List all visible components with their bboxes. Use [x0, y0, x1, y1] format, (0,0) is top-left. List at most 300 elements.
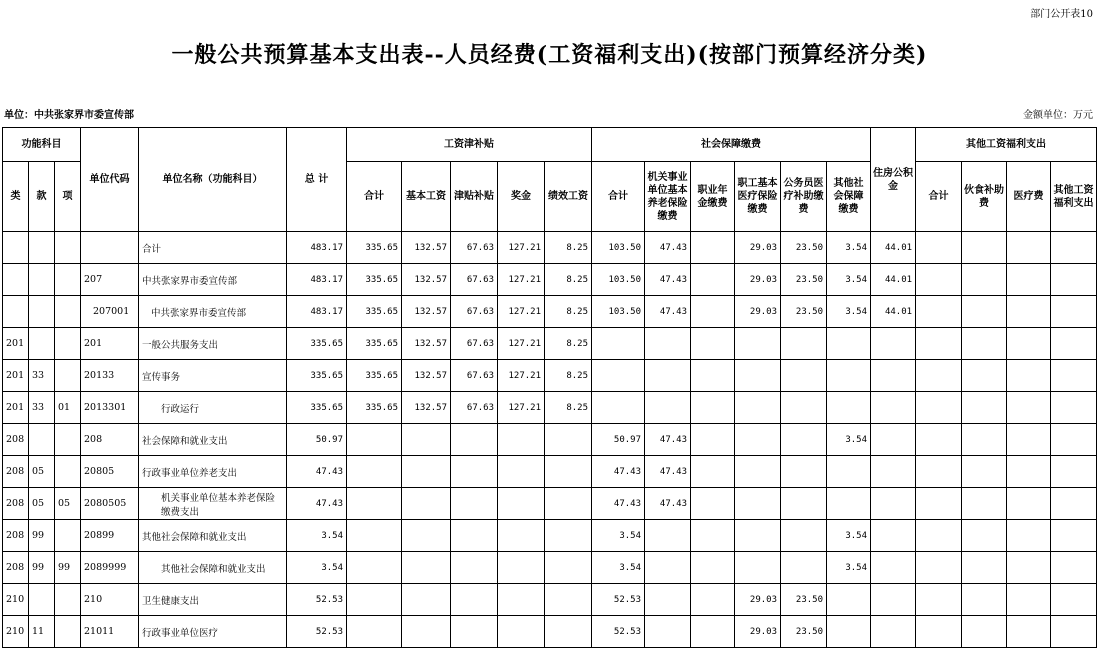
amount-cell: 52.53 [287, 584, 347, 616]
xiang-cell [55, 328, 81, 360]
amount-cell [691, 264, 735, 296]
other-group-header: 其他工资福利支出 [916, 128, 1097, 162]
amount-cell [871, 392, 916, 424]
amount-cell [871, 456, 916, 488]
amount-cell: 132.57 [402, 264, 451, 296]
amount-cell [347, 616, 402, 648]
amount-unit-label: 金额单位：万元 [1023, 110, 1093, 121]
amount-cell [451, 488, 498, 520]
amount-cell [498, 584, 545, 616]
amount-cell: 3.54 [827, 232, 871, 264]
unit-name-header: 单位名称（功能科目） [139, 128, 287, 232]
xiang-cell: 01 [55, 392, 81, 424]
unit-code-cell: 210 [81, 584, 139, 616]
xiang-cell [55, 616, 81, 648]
kuan-cell [29, 296, 55, 328]
lei-cell: 210 [3, 584, 29, 616]
xiang-cell [55, 264, 81, 296]
amount-cell: 47.43 [592, 488, 645, 520]
amount-cell [916, 232, 962, 264]
amount-cell: 47.43 [645, 456, 691, 488]
social-total-header: 合计 [592, 162, 645, 232]
amount-cell: 335.65 [347, 360, 402, 392]
amount-cell: 483.17 [287, 232, 347, 264]
allowance-header: 津贴补贴 [451, 162, 498, 232]
social-group-header: 社会保障缴费 [592, 128, 871, 162]
unit-code-cell [81, 232, 139, 264]
lei-cell [3, 296, 29, 328]
kuan-cell: 33 [29, 360, 55, 392]
amount-cell: 3.54 [287, 552, 347, 584]
amount-cell: 44.01 [871, 264, 916, 296]
amount-cell [916, 520, 962, 552]
amount-cell [962, 328, 1007, 360]
amount-cell: 23.50 [781, 232, 827, 264]
lei-cell: 210 [3, 616, 29, 648]
amount-cell [592, 360, 645, 392]
amount-cell [871, 552, 916, 584]
amount-cell [1051, 392, 1097, 424]
amount-cell [1007, 520, 1051, 552]
unit-code-cell: 2080505 [81, 488, 139, 520]
amount-cell [735, 456, 781, 488]
amount-cell [962, 232, 1007, 264]
amount-cell [1051, 360, 1097, 392]
amount-cell: 52.53 [287, 616, 347, 648]
amount-cell [645, 328, 691, 360]
unit-code-cell: 207001 [81, 296, 139, 328]
amount-cell: 23.50 [781, 616, 827, 648]
amount-cell: 3.54 [592, 552, 645, 584]
amount-cell: 3.54 [287, 520, 347, 552]
amount-cell: 335.65 [287, 360, 347, 392]
amount-cell: 50.97 [287, 424, 347, 456]
amount-cell [451, 456, 498, 488]
table-number-label: 部门公开表10 [1030, 9, 1093, 20]
unit-name-cell: 机关事业单位基本养老保险缴费支出 [139, 488, 287, 520]
performance-header: 绩效工资 [545, 162, 592, 232]
amount-cell: 67.63 [451, 232, 498, 264]
amount-cell [962, 456, 1007, 488]
xiang-cell [55, 456, 81, 488]
amount-cell: 47.43 [592, 456, 645, 488]
amount-cell [645, 584, 691, 616]
amount-cell [347, 584, 402, 616]
table-row [3, 296, 1097, 328]
amount-cell: 47.43 [645, 488, 691, 520]
amount-cell [916, 264, 962, 296]
table-row [3, 584, 1097, 616]
amount-cell: 3.54 [827, 552, 871, 584]
xiang-cell [55, 520, 81, 552]
amount-cell [962, 616, 1007, 648]
xiang-cell [55, 584, 81, 616]
amount-cell [545, 584, 592, 616]
amount-cell [871, 584, 916, 616]
amount-cell [1051, 232, 1097, 264]
amount-cell [916, 456, 962, 488]
amount-cell: 29.03 [735, 232, 781, 264]
total-header: 总 计 [287, 128, 347, 232]
amount-cell: 103.50 [592, 296, 645, 328]
kuan-cell: 11 [29, 616, 55, 648]
unit-name-cell: 合计 [139, 232, 287, 264]
amount-cell: 3.54 [827, 296, 871, 328]
xiang-cell: 05 [55, 488, 81, 520]
amount-cell [347, 424, 402, 456]
amount-cell [1007, 584, 1051, 616]
amount-cell [1051, 296, 1097, 328]
amount-cell [1007, 552, 1051, 584]
amount-cell: 103.50 [592, 232, 645, 264]
amount-cell: 29.03 [735, 616, 781, 648]
amount-cell [498, 616, 545, 648]
amount-cell [402, 584, 451, 616]
amount-cell [451, 584, 498, 616]
func-subject-header: 功能科目 [3, 128, 81, 162]
housing-fund-header: 住房公积金 [871, 128, 916, 232]
amount-cell [1007, 488, 1051, 520]
table-row [3, 232, 1097, 264]
amount-cell [781, 328, 827, 360]
amount-cell: 127.21 [498, 328, 545, 360]
amount-cell [451, 552, 498, 584]
amount-cell [781, 360, 827, 392]
unit-name-cell: 其他社会保障和就业支出 [139, 552, 287, 584]
unit-name-cell: 中共张家界市委宣传部 [139, 264, 287, 296]
amount-cell [691, 360, 735, 392]
amount-cell [451, 616, 498, 648]
amount-cell [916, 616, 962, 648]
amount-cell [347, 488, 402, 520]
amount-cell: 50.97 [592, 424, 645, 456]
unit-name-cell: 一般公共服务支出 [139, 328, 287, 360]
amount-cell: 8.25 [545, 232, 592, 264]
amount-cell [827, 392, 871, 424]
unit-name-cell: 社会保障和就业支出 [139, 424, 287, 456]
amount-cell: 335.65 [347, 264, 402, 296]
amount-cell [1051, 456, 1097, 488]
amount-cell [1007, 616, 1051, 648]
table-row [3, 360, 1097, 392]
amount-cell [1051, 264, 1097, 296]
unit-code-cell: 20805 [81, 456, 139, 488]
amount-cell: 8.25 [545, 392, 592, 424]
amount-cell [1051, 616, 1097, 648]
amount-cell: 132.57 [402, 392, 451, 424]
table-row [3, 264, 1097, 296]
amount-cell: 67.63 [451, 328, 498, 360]
table-row [3, 520, 1097, 552]
amount-cell: 3.54 [592, 520, 645, 552]
xiang-cell [55, 360, 81, 392]
amount-cell [735, 328, 781, 360]
amount-cell: 335.65 [347, 232, 402, 264]
amount-cell: 3.54 [827, 424, 871, 456]
lei-cell: 201 [3, 360, 29, 392]
amount-cell [545, 520, 592, 552]
basic-wage-header: 基本工资 [402, 162, 451, 232]
amount-cell [916, 424, 962, 456]
amount-cell [1007, 232, 1051, 264]
amount-cell: 3.54 [827, 520, 871, 552]
unit-name-cell: 行政事业单位医疗 [139, 616, 287, 648]
amount-cell [645, 552, 691, 584]
amount-cell [498, 488, 545, 520]
amount-cell: 8.25 [545, 360, 592, 392]
amount-cell [916, 552, 962, 584]
amount-cell: 47.43 [645, 264, 691, 296]
kuan-cell [29, 424, 55, 456]
amount-cell [1051, 520, 1097, 552]
amount-cell [545, 456, 592, 488]
amount-cell: 47.43 [287, 456, 347, 488]
amount-cell: 23.50 [781, 264, 827, 296]
amount-cell [691, 520, 735, 552]
kuan-cell [29, 328, 55, 360]
amount-cell [962, 424, 1007, 456]
amount-cell [781, 424, 827, 456]
amount-cell: 127.21 [498, 232, 545, 264]
amount-cell [498, 456, 545, 488]
unit-name-cell: 行政事业单位养老支出 [139, 456, 287, 488]
lei-cell: 208 [3, 456, 29, 488]
amount-cell [545, 424, 592, 456]
amount-cell [347, 520, 402, 552]
amount-cell [735, 552, 781, 584]
table-row [3, 488, 1097, 520]
amount-cell [545, 616, 592, 648]
amount-cell [1051, 584, 1097, 616]
amount-cell [1007, 296, 1051, 328]
amount-cell: 8.25 [545, 328, 592, 360]
amount-cell [781, 456, 827, 488]
table-row [3, 328, 1097, 360]
unit-name-cell: 其他社会保障和就业支出 [139, 520, 287, 552]
lei-header: 类 [3, 162, 29, 232]
amount-cell: 67.63 [451, 296, 498, 328]
amount-cell [827, 360, 871, 392]
amount-cell [691, 584, 735, 616]
amount-cell: 29.03 [735, 296, 781, 328]
amount-cell [916, 360, 962, 392]
amount-cell [498, 552, 545, 584]
amount-cell [645, 392, 691, 424]
amount-cell [545, 552, 592, 584]
lei-cell [3, 264, 29, 296]
amount-cell [916, 296, 962, 328]
amount-cell [1007, 424, 1051, 456]
amount-cell [592, 392, 645, 424]
lei-cell: 208 [3, 520, 29, 552]
amount-cell [781, 520, 827, 552]
amount-cell [871, 328, 916, 360]
medical-fee-header: 医疗费 [1007, 162, 1051, 232]
kuan-cell: 05 [29, 488, 55, 520]
xiang-cell [55, 296, 81, 328]
lei-cell: 208 [3, 488, 29, 520]
civil-medical-header: 公务员医疗补助缴费 [781, 162, 827, 232]
amount-cell: 132.57 [402, 360, 451, 392]
amount-cell [691, 328, 735, 360]
amount-cell [735, 520, 781, 552]
kuan-cell: 99 [29, 552, 55, 584]
unit-name-cell: 行政运行 [139, 392, 287, 424]
unit-name-cell: 卫生健康支出 [139, 584, 287, 616]
amount-cell: 29.03 [735, 264, 781, 296]
amount-cell [1007, 392, 1051, 424]
amount-cell: 67.63 [451, 392, 498, 424]
xiang-cell [55, 424, 81, 456]
amount-cell [871, 488, 916, 520]
table-row [3, 424, 1097, 456]
amount-cell [827, 616, 871, 648]
amount-cell [451, 424, 498, 456]
lei-cell: 208 [3, 424, 29, 456]
unit-code-cell: 208 [81, 424, 139, 456]
pension-header: 机关事业单位基本养老保险缴费 [645, 162, 691, 232]
wage-total-header: 合计 [347, 162, 402, 232]
meal-header: 伙食补助费 [962, 162, 1007, 232]
unit-code-cell: 2013301 [81, 392, 139, 424]
xiang-cell [55, 232, 81, 264]
amount-cell: 103.50 [592, 264, 645, 296]
table-row [3, 456, 1097, 488]
amount-cell: 44.01 [871, 296, 916, 328]
amount-cell [1051, 328, 1097, 360]
amount-cell: 127.21 [498, 264, 545, 296]
lei-cell: 201 [3, 328, 29, 360]
amount-cell [827, 584, 871, 616]
amount-cell: 132.57 [402, 296, 451, 328]
amount-cell [691, 456, 735, 488]
amount-cell: 52.53 [592, 584, 645, 616]
amount-cell: 23.50 [781, 584, 827, 616]
amount-cell: 127.21 [498, 360, 545, 392]
unit-name-cell: 宣传事务 [139, 360, 287, 392]
amount-cell [402, 488, 451, 520]
amount-cell [962, 520, 1007, 552]
amount-cell: 335.65 [287, 328, 347, 360]
kuan-cell: 99 [29, 520, 55, 552]
amount-cell [1051, 424, 1097, 456]
amount-cell [498, 424, 545, 456]
amount-cell: 52.53 [592, 616, 645, 648]
amount-cell [402, 424, 451, 456]
other-social-header: 其他社会保障缴费 [827, 162, 871, 232]
lei-cell [3, 232, 29, 264]
annuity-header: 职业年金缴费 [691, 162, 735, 232]
amount-cell [592, 328, 645, 360]
unit-code-cell: 2089999 [81, 552, 139, 584]
amount-cell: 47.43 [645, 232, 691, 264]
amount-cell: 132.57 [402, 232, 451, 264]
kuan-cell: 05 [29, 456, 55, 488]
amount-cell: 132.57 [402, 328, 451, 360]
amount-cell: 47.43 [645, 424, 691, 456]
amount-cell: 483.17 [287, 264, 347, 296]
amount-cell [1007, 360, 1051, 392]
amount-cell: 47.43 [287, 488, 347, 520]
amount-cell [962, 392, 1007, 424]
amount-cell [962, 360, 1007, 392]
amount-cell: 335.65 [287, 392, 347, 424]
amount-cell [645, 360, 691, 392]
amount-cell [871, 360, 916, 392]
amount-cell [645, 616, 691, 648]
amount-cell [781, 552, 827, 584]
amount-cell [1051, 552, 1097, 584]
kuan-cell [29, 232, 55, 264]
amount-cell [871, 520, 916, 552]
table-body [3, 232, 1097, 648]
expenditure-table [2, 127, 1097, 648]
amount-cell [402, 616, 451, 648]
wage-group-header: 工资津补贴 [347, 128, 592, 162]
amount-cell [827, 488, 871, 520]
unit-code-cell: 201 [81, 328, 139, 360]
amount-cell: 44.01 [871, 232, 916, 264]
xiang-header: 项 [55, 162, 81, 232]
kuan-cell: 33 [29, 392, 55, 424]
amount-cell [962, 584, 1007, 616]
amount-cell [962, 552, 1007, 584]
amount-cell [781, 488, 827, 520]
amount-cell: 3.54 [827, 264, 871, 296]
amount-cell: 335.65 [347, 328, 402, 360]
amount-cell: 8.25 [545, 296, 592, 328]
amount-cell [781, 392, 827, 424]
amount-cell [451, 520, 498, 552]
amount-cell [916, 584, 962, 616]
amount-cell [1007, 264, 1051, 296]
amount-cell [871, 424, 916, 456]
amount-cell: 127.21 [498, 392, 545, 424]
other-total-header: 合计 [916, 162, 962, 232]
amount-cell: 47.43 [645, 296, 691, 328]
amount-cell [402, 552, 451, 584]
amount-cell [691, 392, 735, 424]
amount-cell [1051, 488, 1097, 520]
amount-cell [1007, 456, 1051, 488]
amount-cell [545, 488, 592, 520]
bonus-header: 奖金 [498, 162, 545, 232]
unit-code-cell: 207 [81, 264, 139, 296]
amount-cell [735, 488, 781, 520]
kuan-cell [29, 264, 55, 296]
amount-cell: 67.63 [451, 360, 498, 392]
amount-cell: 23.50 [781, 296, 827, 328]
amount-cell [347, 456, 402, 488]
amount-cell [827, 328, 871, 360]
amount-cell [645, 520, 691, 552]
amount-cell [962, 488, 1007, 520]
amount-cell [735, 392, 781, 424]
amount-cell [735, 360, 781, 392]
amount-cell [916, 392, 962, 424]
unit-code-cell: 21011 [81, 616, 139, 648]
amount-cell [691, 488, 735, 520]
amount-cell: 67.63 [451, 264, 498, 296]
amount-cell: 335.65 [347, 296, 402, 328]
unit-label: 单位：中共张家界市委宣传部 [4, 110, 134, 121]
unit-code-header: 单位代码 [81, 128, 139, 232]
kuan-header: 款 [29, 162, 55, 232]
amount-cell [691, 552, 735, 584]
amount-cell [962, 264, 1007, 296]
amount-cell [871, 616, 916, 648]
amount-cell [735, 424, 781, 456]
